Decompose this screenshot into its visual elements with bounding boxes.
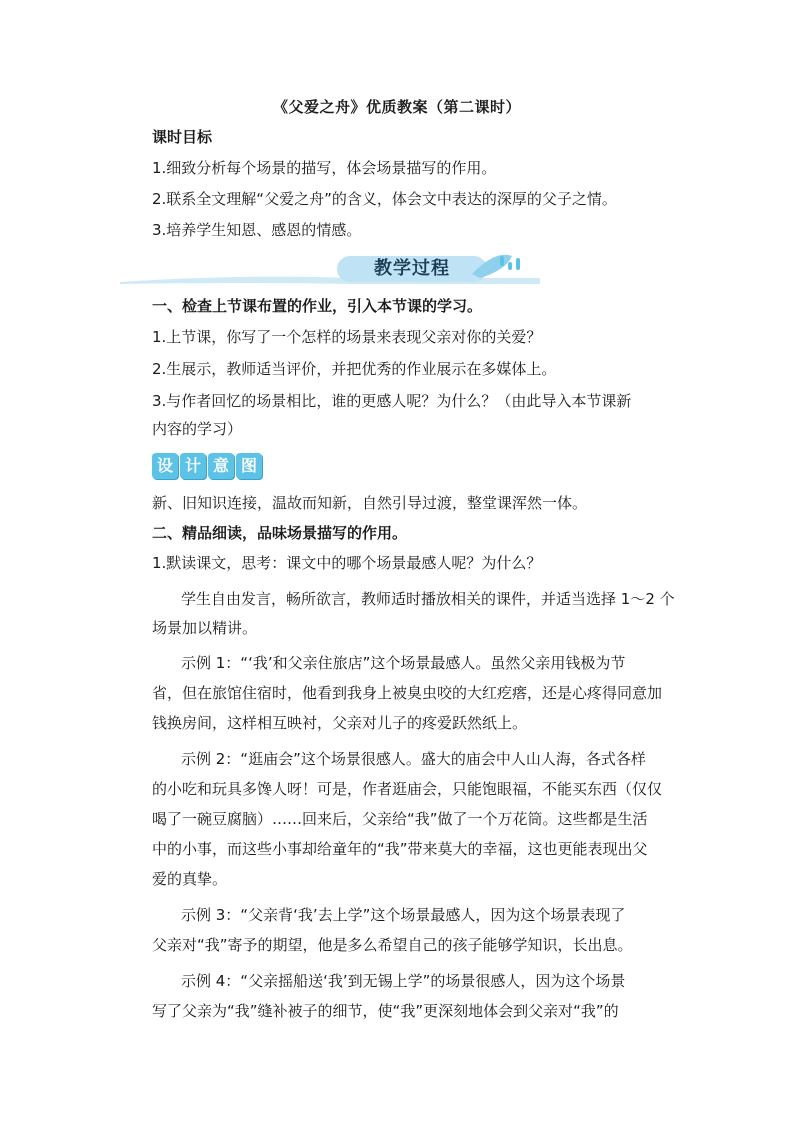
design-intent-tag: 意 [208, 453, 234, 479]
objective-item: 2.联系全文理解“父爱之舟”的含义，体会文中表达的深厚的父子之情。 [152, 190, 617, 208]
section1-item: 2.生展示，教师适当评价，并把优秀的作业展示在多媒体上。 [152, 360, 557, 378]
objectives-heading: 课时目标 [152, 128, 213, 146]
section2-heading: 二、精品细读，品味场景描写的作用。 [152, 524, 408, 542]
paragraph-line: 学生自由发言，畅所欲言，教师适时播放相关的课件，并适当选择 1～2 个 [181, 590, 675, 608]
page-title: 《父爱之舟》优质教案（第二课时） [272, 98, 521, 116]
objective-item: 3.培养学生知恩、感恩的情感。 [152, 221, 362, 239]
objective-item: 1.细致分析每个场景的描写，体会场景描写的作用。 [152, 159, 497, 177]
banner-drop [500, 256, 504, 266]
example-line: 示例 3：“父亲背‘我’去上学”这个场景最感人，因为这个场景表现了 [181, 906, 626, 924]
section1-heading: 一、检查上节课布置的作业，引入本节课的学习。 [152, 297, 483, 315]
example-line: 喝了一碗豆腐脑）……回来后，父亲给“我”做了一个万花筒。这些都是生活 [152, 810, 648, 828]
example-line: 钱换房间，这样相互映衬，父亲对儿子的疼爱跃然纸上。 [152, 714, 528, 732]
design-intent-tag: 设 [152, 453, 178, 479]
example-line: 的小吃和玩具多馋人呀！可是，作者逛庙会，只能饱眼福，不能买东西（仅仅 [152, 780, 663, 798]
section1-item: 3.与作者回忆的场景相比，谁的更感人呢？为什么？（由此导入本节课新 [152, 392, 632, 410]
banner-drop [508, 262, 512, 270]
example-line: 省，但在旅馆住宿时，他看到我身上被臭虫咬的大红疙瘩，还是心疼得同意加 [152, 684, 663, 702]
banner-drop [516, 258, 520, 270]
example-line: 示例 1：“‘我’和父亲住旅店”这个场景最感人。虽然父亲用钱极为节 [181, 654, 626, 672]
example-line: 示例 4：“父亲摇船送‘我’到无锡上学”的场景很感人，因为这个场景 [181, 972, 626, 990]
design-intent-tag: 计 [180, 453, 206, 479]
example-line: 示例 2：“逛庙会”这个场景很感人。盛大的庙会中人山人海，各式各样 [181, 750, 646, 768]
design-intent-badge [152, 453, 264, 483]
section2-question: 1.默读课文，思考：课文中的哪个场景最感人呢？为什么？ [152, 554, 542, 572]
section1-item-cont: 内容的学习） [152, 420, 243, 438]
design-intent-tag: 图 [236, 453, 262, 479]
example-line: 父亲对“我”寄予的期望，他是多么希望自己的孩子能够学知识，长出息。 [152, 936, 633, 954]
banner-label: 教学过程 [374, 258, 450, 279]
design-intent-text: 新、旧知识连接，温故而知新，自然引导过渡，整堂课浑然一体。 [152, 494, 588, 512]
example-line: 写了父亲为“我”缝补被子的细节，使“我”更深刻地体会到父亲对“我”的 [152, 1002, 619, 1020]
example-line: 中的小事，而这些小事却给童年的“我”带来莫大的幸福，这也更能表现出父 [152, 840, 648, 858]
section1-item: 1.上节课，你写了一个怎样的场景来表现父亲对你的关爱？ [152, 328, 542, 346]
example-line: 爱的真挚。 [152, 870, 228, 888]
paragraph-line: 场景加以精讲。 [152, 619, 258, 637]
